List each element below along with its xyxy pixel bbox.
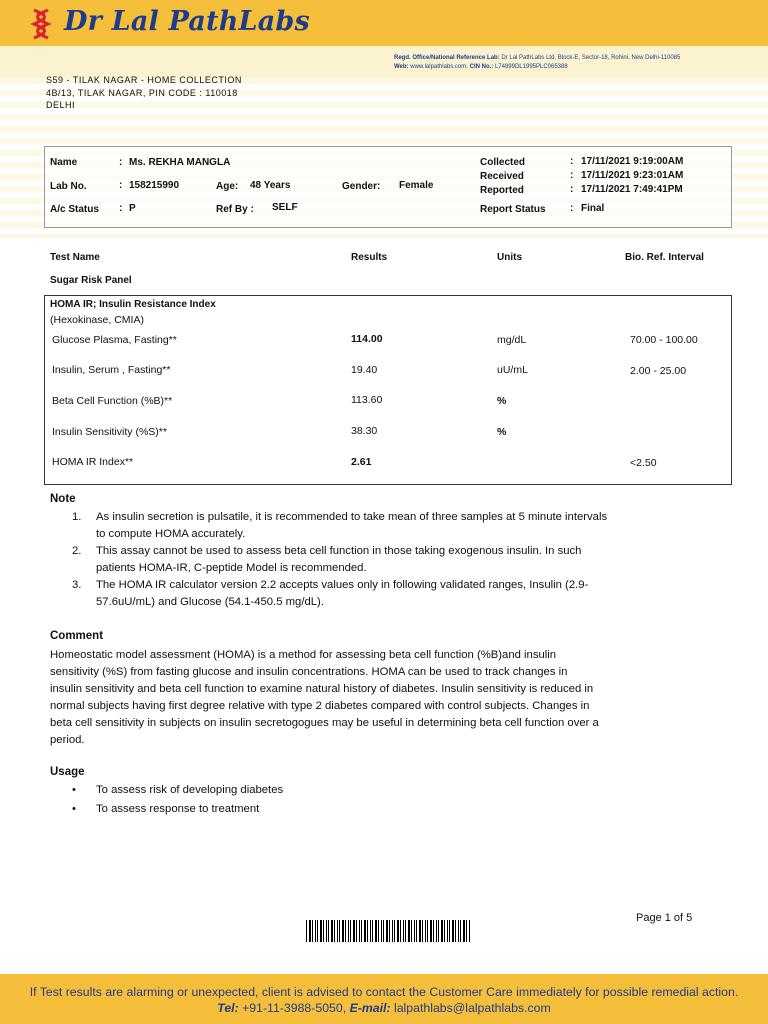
reported-colon: : (570, 184, 574, 195)
gender-label: Gender: (342, 181, 381, 192)
test-result: 2.61 (351, 456, 372, 468)
col-header-test-name: Test Name (50, 252, 100, 263)
lab-number: 158215990 (129, 180, 180, 191)
col-header-units: Units (497, 252, 522, 263)
panel-title: Sugar Risk Panel (50, 275, 132, 286)
received-colon: : (570, 170, 574, 181)
test-name: Insulin Sensitivity (%S)** (52, 426, 167, 438)
comment-line: beta cell sensitivity in subjects on insulin secretogogues may be useful in determining beta cell function over a (50, 717, 599, 729)
note-line: As insulin secretion is pulsatile, it is recommended to take mean of three samples at 5 minute intervals (96, 511, 608, 523)
usage-heading: Usage (50, 766, 85, 778)
received-datetime: 17/11/2021 9:23:01AM (581, 170, 684, 181)
note-line: to compute HOMA accurately. (96, 528, 246, 540)
ac-status-colon: : (119, 203, 123, 214)
note-line: patients HOMA-IR, C-peptide Model is recommended. (96, 562, 367, 574)
name-label: Name (50, 157, 78, 168)
report-status-value: Final (581, 203, 605, 214)
dna-logo-icon (30, 8, 52, 40)
web-cin-line (394, 64, 568, 70)
note-line: This assay cannot be used to assess beta cell function in those taking exogenous insulin. In such (96, 545, 582, 557)
web-label: Web: (394, 64, 409, 70)
group-title: HOMA IR; Insulin Resistance Index (50, 299, 216, 310)
test-unit: uU/mL (497, 364, 528, 376)
collection-center-line2: 4B/13, TILAK NAGAR, PIN CODE : 110018 (46, 88, 238, 98)
note-line: The HOMA IR calculator version 2.2 accepts values only in following validated ranges, Insulin (2.9- (96, 579, 589, 591)
age-label: Age: (216, 181, 239, 192)
collection-center-line3: DELHI (46, 100, 76, 110)
report-status-label: Report Status (480, 204, 546, 215)
test-ref-interval: 2.00 - 25.00 (630, 365, 687, 377)
reported-label: Reported (480, 185, 524, 196)
note-line: 57.6uU/mL) and Glucose (54.1-450.5 mg/dL). (96, 596, 324, 608)
test-result: 114.00 (351, 333, 383, 345)
name-colon: : (119, 157, 123, 168)
patient-name: Ms. REKHA MANGLA (129, 157, 231, 168)
footer-contact (0, 1001, 768, 1015)
col-header-ref-interval: Bio. Ref. Interval (625, 252, 704, 263)
page-number: Page 1 of 5 (636, 912, 693, 924)
collected-datetime: 17/11/2021 9:19:00AM (581, 156, 684, 167)
test-name: Glucose Plasma, Fasting** (52, 334, 177, 346)
cin-label: CIN No.: (469, 64, 494, 70)
test-ref-interval: 70.00 - 100.00 (630, 334, 698, 346)
received-label: Received (480, 171, 524, 182)
report-status-colon: : (570, 203, 574, 214)
test-name: Insulin, Serum , Fasting** (52, 364, 171, 376)
collected-colon: : (570, 156, 574, 167)
email-link[interactable]: lalpathlabs@lalpathlabs.com (390, 1001, 551, 1015)
brand-logo-text: Dr Lal PathLabs (64, 6, 310, 37)
labno-colon: : (119, 180, 123, 191)
test-unit: mg/dL (497, 334, 527, 346)
note-number: 2. (72, 545, 82, 557)
reported-datetime: 17/11/2021 7:49:41PM (581, 184, 683, 195)
comment-line: sensitivity (%S) from fasting glucose and insulin concentrations. HOMA can be used to track changes in (50, 666, 568, 678)
usage-item: To assess response to treatment (96, 803, 260, 815)
reg-office-line (394, 55, 680, 61)
bullet-icon: • (72, 803, 76, 815)
registration-band (0, 46, 768, 78)
usage-item: To assess risk of developing diabetes (96, 784, 284, 796)
col-header-results: Results (351, 252, 388, 263)
test-result: 113.60 (351, 394, 383, 406)
test-unit: % (497, 395, 507, 407)
comment-line: Homeostatic model assessment (HOMA) is a method for assessing beta cell function (%B)and insulin (50, 649, 557, 661)
cin-number: L74899DL1995PLC065388 (494, 64, 568, 70)
footer-advisory: If Test results are alarming or unexpected, client is advised to contact the Customer Care immediately for possible remedial action. (29, 985, 739, 999)
collected-label: Collected (480, 157, 526, 168)
tel-number[interactable]: +91-11-3988-5050, (238, 1001, 350, 1015)
email-label: E-mail: (349, 1001, 391, 1015)
test-name: HOMA IR Index** (52, 456, 134, 468)
collection-center-line1: S59 - TILAK NAGAR - HOME COLLECTION (46, 75, 242, 85)
ref-by-value: SELF (272, 202, 298, 213)
ac-status-label: A/c Status (50, 204, 99, 215)
comment-line: insulin sensitivity and beta cell function to examine natural history of diabetes. Insulin sensitivity is reduced in (50, 683, 594, 695)
ref-by-label: Ref By : (216, 204, 254, 215)
test-unit: % (497, 426, 507, 438)
comment-line: normal subjects having first degree relative with type 2 diabetes compared with control subjects. Changes in (50, 700, 590, 712)
results-box (44, 295, 732, 485)
web-link[interactable]: www.lalpathlabs.com, (410, 64, 468, 70)
comment-heading: Comment (50, 630, 104, 642)
note-number: 3. (72, 579, 82, 591)
test-result: 19.40 (351, 364, 378, 376)
labno-label: Lab No. (50, 181, 87, 192)
bullet-icon: • (72, 784, 76, 796)
ac-status-value: P (129, 203, 136, 214)
patient-gender: Female (399, 180, 434, 191)
note-number: 1. (72, 511, 82, 523)
reg-office-label: Regd. Office/National Reference Lab: (394, 55, 500, 61)
test-ref-interval: <2.50 (630, 457, 657, 469)
reg-office-text: Dr Lal PathLabs Ltd, Block-E, Sector-18, Rohini, New Delhi-110085 (501, 55, 681, 61)
group-method: (Hexokinase, CMIA) (50, 314, 144, 326)
comment-line: period. (50, 734, 85, 746)
barcode-image (306, 920, 470, 942)
patient-age: 48 Years (250, 180, 291, 191)
test-result: 38.30 (351, 425, 378, 437)
header-band (0, 0, 768, 46)
tel-label: Tel: (217, 1001, 239, 1015)
footer-band (0, 974, 768, 1024)
test-name: Beta Cell Function (%B)** (52, 395, 173, 407)
note-heading: Note (50, 493, 76, 505)
